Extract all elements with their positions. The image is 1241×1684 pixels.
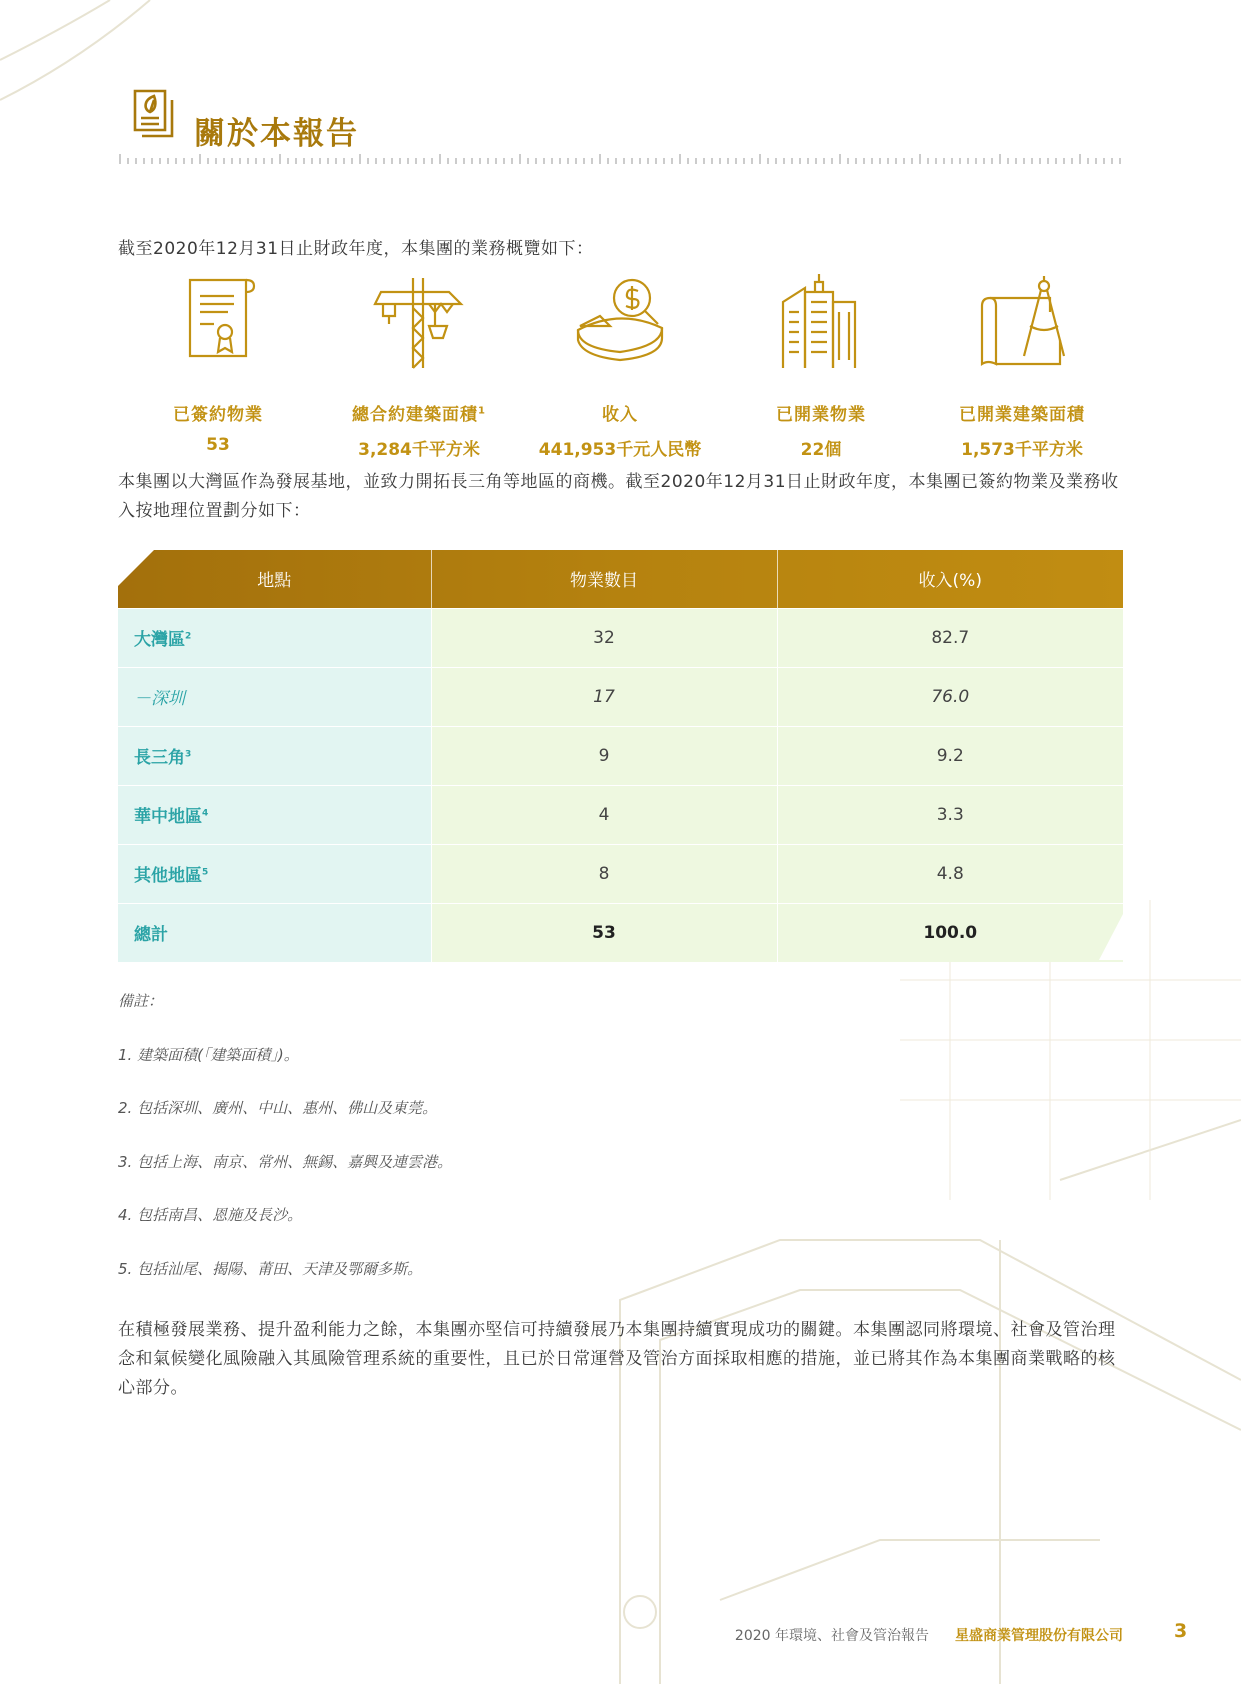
- stat-value: 3,284千平方米: [358, 440, 480, 460]
- report-document-icon: [132, 88, 176, 144]
- stat-opened-gfa: [922, 272, 1122, 460]
- geography-intro-paragraph: 本集團以大灣區作為發展基地，並致力開拓長三角等地區的商機。截至2020年12月31日止財政年度，本集團已簽約物業及業務收入按地理位置劃分如下：: [118, 472, 1119, 521]
- certificate-icon: [168, 272, 268, 372]
- sustainability-paragraph: 在積極發展業務、提升盈利能力之餘，本集團亦堅信可持續發展乃本集團持續實現成功的關鍵。本集團認同將環境、社會及管治理念和氣候變化風險融入其風險管理系統的重要性，且已於日常運營及管治方面採取相應的措施，並已將其作為本集團商業戰略的核心部分。: [118, 1320, 1116, 1398]
- revenue-pie-icon: [570, 272, 670, 372]
- page-title: 關於本報告: [194, 116, 359, 152]
- row-count: 17: [431, 667, 777, 726]
- column-header-location: 地點: [118, 550, 431, 608]
- row-location: 長三角$^3$: [118, 726, 431, 785]
- footer-company-name: 星盛商業管理股份有限公司: [955, 1628, 1123, 1644]
- stat-signed-properties: [118, 272, 318, 455]
- row-revenue: 76.0: [777, 667, 1123, 726]
- table-corner-cut: [118, 550, 154, 586]
- note-item: 4. 包括南昌、恩施及長沙。: [118, 1206, 303, 1225]
- stat-value: 441,953千元人民幣: [538, 440, 702, 460]
- note-item: 5. 包括汕尾、揭陽、莆田、天津及鄂爾多斯。: [118, 1259, 423, 1278]
- row-revenue: 82.7: [777, 608, 1123, 667]
- table-row-total: [118, 903, 1123, 962]
- row-location: －深圳: [118, 667, 431, 726]
- stat-value: 53: [206, 435, 230, 455]
- ruler-divider: [118, 152, 1124, 168]
- table-row: [118, 844, 1123, 903]
- page-number: 3: [1174, 1620, 1188, 1642]
- table-corner-cut: [1099, 914, 1123, 960]
- row-location: 大灣區$^2$: [118, 608, 431, 667]
- row-revenue: 3.3: [777, 785, 1123, 844]
- table-row: [118, 667, 1123, 726]
- row-location: 華中地區$^4$: [118, 785, 431, 844]
- tower-crane-icon: [369, 272, 469, 372]
- row-count: 4: [431, 785, 777, 844]
- row-location: 其他地區$^5$: [118, 844, 431, 903]
- geography-table: [118, 550, 1123, 960]
- stat-label: 收入: [602, 405, 638, 425]
- row-count: 53: [431, 903, 777, 962]
- blueprint-compass-icon: [972, 272, 1072, 372]
- row-count: 9: [431, 726, 777, 785]
- stat-revenue: [520, 272, 720, 460]
- row-revenue: 9.2: [777, 726, 1123, 785]
- stat-label: 已簽約物業: [173, 405, 263, 425]
- intro-text: 截至2020年12月31日止財政年度，本集團的業務概覽如下：: [118, 239, 594, 259]
- row-revenue: 100.0: [777, 903, 1123, 962]
- table-row: [118, 608, 1123, 667]
- stat-label: 已開業建築面積: [959, 405, 1085, 425]
- row-location: 總計: [118, 903, 431, 962]
- column-header-revenue: 收入(%): [918, 571, 982, 592]
- row-count: 8: [431, 844, 777, 903]
- stat-opened-properties: [721, 272, 921, 460]
- row-revenue: 4.8: [777, 844, 1123, 903]
- buildings-icon: [771, 272, 871, 372]
- footnotes: [118, 992, 1018, 1314]
- note-item: 1. 建築面積(「建築面積」)。: [118, 1045, 299, 1064]
- table-row: [118, 785, 1123, 844]
- note-item: 2. 包括深圳、廣州、中山、惠州、佛山及東莞。: [118, 1099, 438, 1118]
- stat-contracted-gfa: [319, 272, 519, 460]
- column-header-property-count: 物業數目: [431, 550, 777, 608]
- stat-value: 1,573千平方米: [961, 440, 1083, 460]
- footer-report-name: 2020 年環境、社會及管治報告: [734, 1628, 929, 1644]
- stat-label: 總合約建築面積$^1$: [352, 405, 486, 425]
- table-row: [118, 726, 1123, 785]
- stat-label: 已開業物業: [776, 405, 866, 425]
- note-item: 3. 包括上海、南京、常州、無錫、嘉興及連雲港。: [118, 1152, 453, 1171]
- row-count: 32: [431, 608, 777, 667]
- notes-title: 備註：: [118, 992, 164, 1010]
- stat-value: 22個: [800, 440, 842, 460]
